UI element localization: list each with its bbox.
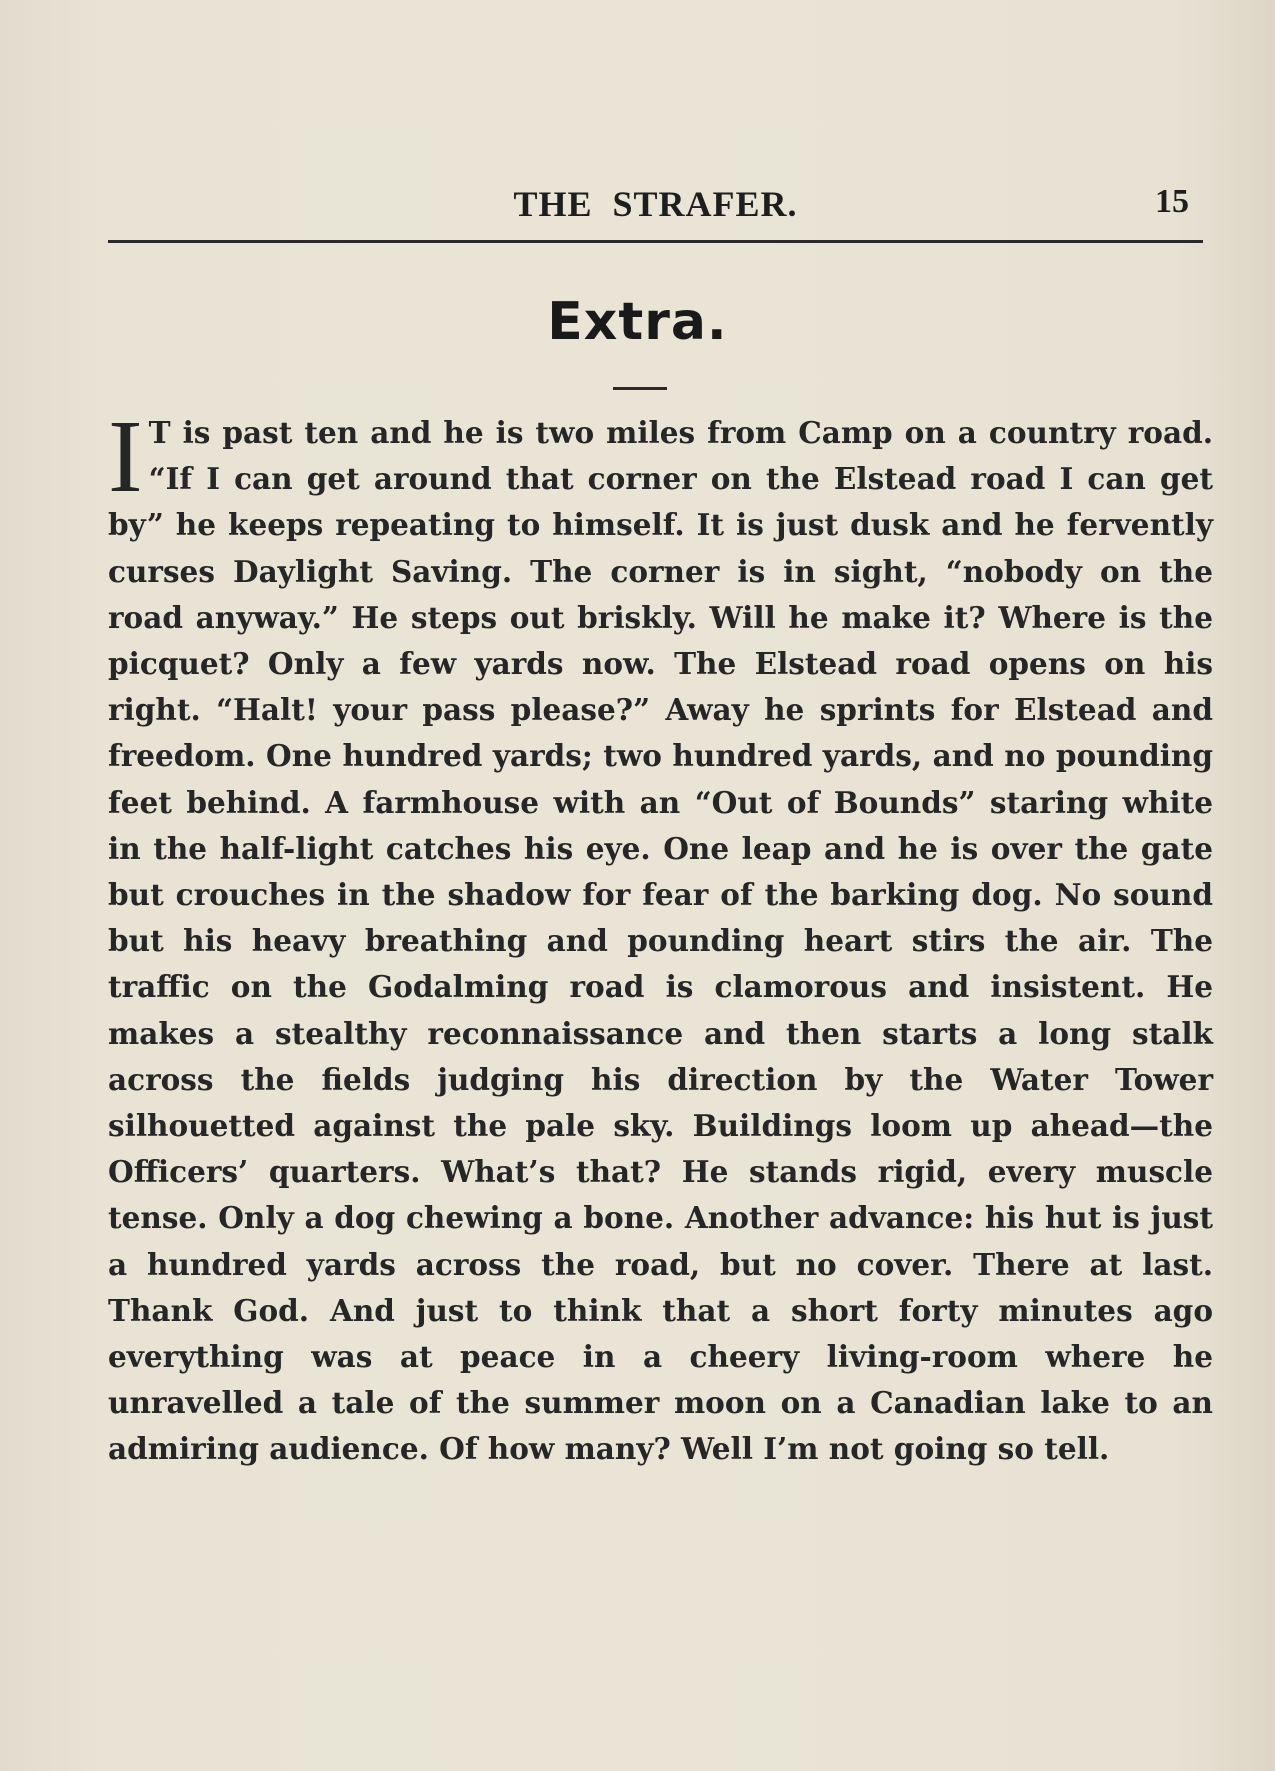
article-title: Extra. [547, 292, 728, 352]
title-rule [613, 387, 667, 390]
article-paragraph [108, 399, 1213, 1473]
running-title: THE STRAFER. [513, 184, 798, 224]
page-header [108, 183, 1203, 223]
article-body [108, 399, 1213, 1473]
paragraph-text: T is past ten and he is two miles from Camp on a country road. “If I can get around that corner on the Elstead road I can get by” he keeps repeating to himself. It is just dusk and he fervently curses Daylight Saving. The corner is in sight, “nobody on the road anyway.” He steps out briskly. Will he make it? Where is the picquet? Only a few yards now. The Elstead road opens on his right. “Halt! your pass please?” Away he sprints for Elstead and freedom. One hundred yards; two hundred yards, and no pounding feet behind. A farmhouse with an “Out of Bounds” staring white in the half-light catches his eye. One leap and he is over the gate but crouches in the shadow for fear of the barking dog. No sound but his heavy breathing and pounding heart stirs the air. The traffic on the Godalming road is clamorous and insistent. He makes a stealthy reconnaissance and then starts a long stalk across the fields judging his direction by the Water Tower silhouetted against the pale sky. Buildings loom up ahead—the Officers’ quarters. What’s that? He stands rigid, every muscle tense. Only a dog chewing a bone. Another advance: his hut is just a hundred yards across the road, but no cover. There at last. Thank God. And just to think that a short forty minutes ago everything was at peace in a cheery living-room where he unravelled a tale of the summer moon on a Canadian lake to an admiring audience. Of how many? Well I’m not going so tell. [108, 415, 1213, 1467]
drop-cap: I [108, 399, 143, 514]
page-number: 15 [1155, 183, 1189, 220]
header-rule [108, 240, 1203, 243]
